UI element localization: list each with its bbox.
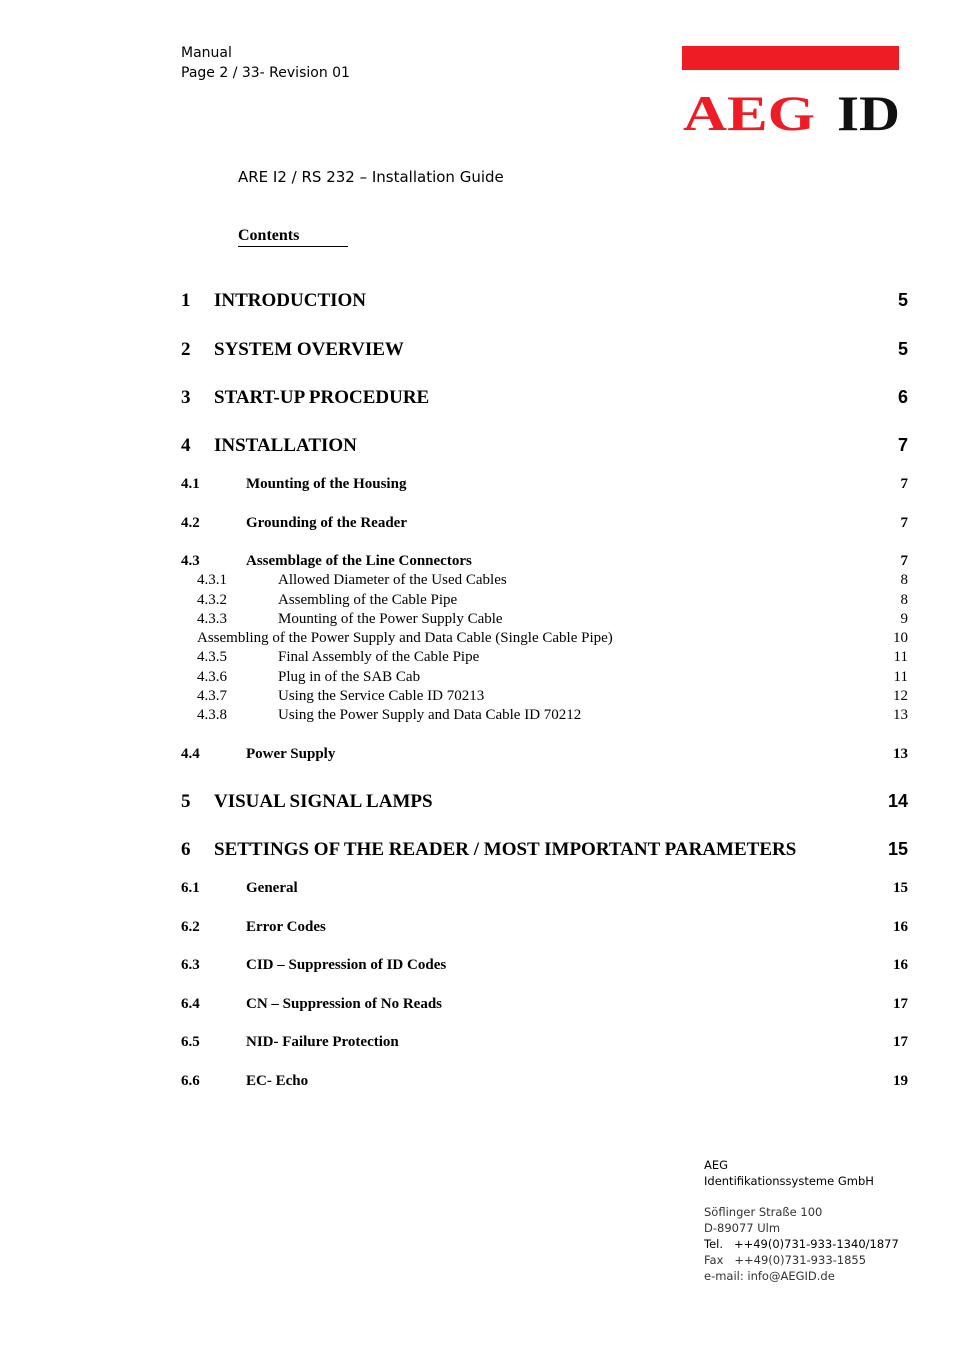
toc-entry-page: 9 <box>900 611 908 627</box>
toc-entry-number: 1 <box>181 290 191 311</box>
toc-entry-page: 5 <box>897 290 908 310</box>
toc-entry-number: 6.1 <box>181 880 200 896</box>
toc-entry-number: 4.2 <box>181 515 200 531</box>
footer-fax-number: ++49(0)731-933-1855 <box>734 1253 867 1267</box>
toc-entry-title: Plug in of the SAB Cab <box>278 669 421 685</box>
toc-entry-title: General <box>246 880 298 896</box>
toc-entry-page: 16 <box>893 957 908 973</box>
toc-entry-number: 4.3.1 <box>197 572 227 588</box>
toc-entry-number: 4.4 <box>181 746 200 762</box>
toc-entry-page: 13 <box>893 707 908 723</box>
contents-heading: Contents <box>238 226 348 247</box>
document-type: Manual <box>181 45 232 61</box>
toc-entry-title: CID – Suppression of ID Codes <box>246 957 447 973</box>
footer-street: Söflinger Straße 100 <box>704 1205 823 1219</box>
toc-entry-page: 16 <box>893 919 908 935</box>
toc-entry-page: 15 <box>893 880 908 896</box>
toc-entry-page: 11 <box>893 649 908 665</box>
footer-company-line1: AEG <box>704 1158 729 1172</box>
toc-entry-page: 10 <box>893 630 908 646</box>
toc-entry-number: 4.3.8 <box>197 707 227 723</box>
footer-email: e-mail: info@AEGID.de <box>704 1269 835 1283</box>
footer-tel-number: ++49(0)731-933-1340/1877 <box>733 1237 899 1251</box>
toc-entry-title: Mounting of the Housing <box>246 476 407 492</box>
toc-entry-title: SYSTEM OVERVIEW <box>214 339 404 360</box>
footer-fax-label: Fax <box>704 1253 724 1267</box>
toc-entry-title: Final Assembly of the Cable Pipe <box>278 649 480 665</box>
toc-entry-number: 4.1 <box>181 476 200 492</box>
toc-entry-number: 6 <box>181 839 191 860</box>
toc-entry-number: 6.2 <box>181 919 200 935</box>
toc-entry-title: INSTALLATION <box>214 435 357 456</box>
toc-entry-page: 7 <box>900 553 908 569</box>
toc-entry-title: Assembling of the Power Supply and Data Cable (Single Cable Pipe) <box>197 630 613 646</box>
toc-entry-title: NID- Failure Protection <box>246 1034 399 1050</box>
toc-entry-title: SETTINGS OF THE READER / MOST IMPORTANT PARAMETERS <box>214 839 797 860</box>
toc-entry-number: 6.4 <box>181 996 200 1012</box>
toc-entry-number: 4.3.6 <box>197 669 227 685</box>
toc-entry-page: 6 <box>897 387 908 407</box>
toc-entry-title: EC- Echo <box>246 1073 309 1089</box>
toc-entry-title: Assembling of the Cable Pipe <box>278 592 458 608</box>
toc-entry-number: 6.6 <box>181 1073 200 1089</box>
toc-entry-number: 4.3.7 <box>197 688 227 704</box>
toc-entry-title: Mounting of the Power Supply Cable <box>278 611 503 627</box>
toc-entry-title: VISUAL SIGNAL LAMPS <box>214 791 433 812</box>
toc-entry-title: Power Supply <box>246 746 336 762</box>
toc-entry-page: 5 <box>897 339 908 359</box>
footer-tel-label: Tel. <box>704 1237 723 1251</box>
footer-telephone <box>704 1236 899 1252</box>
toc-entry-number: 3 <box>181 387 191 408</box>
toc-entry-number: 4 <box>181 435 191 456</box>
toc-entry-number: 4.3.2 <box>197 592 227 608</box>
toc-entry-page: 7 <box>900 515 908 531</box>
toc-entry-number: 2 <box>181 339 191 360</box>
toc-entry-title: Error Codes <box>246 919 326 935</box>
toc-entry-number: 6.3 <box>181 957 200 973</box>
footer-fax <box>704 1252 899 1268</box>
toc-entry-number: 4.3.5 <box>197 649 227 665</box>
toc-entry-title: Using the Service Cable ID 70213 <box>278 688 485 704</box>
footer-address-block <box>704 1157 899 1284</box>
toc-entry-title: INTRODUCTION <box>214 290 367 311</box>
toc-entry-page: 19 <box>893 1073 908 1089</box>
document-subtitle: ARE I2 / RS 232 – Installation Guide <box>238 168 504 186</box>
toc-entry-title: START-UP PROCEDURE <box>214 387 430 408</box>
toc-entry-title: Assemblage of the Line Connectors <box>246 553 472 569</box>
logo-left-word: AEG <box>683 88 815 136</box>
toc-entry-page: 13 <box>893 746 908 762</box>
toc-entry-page: 7 <box>900 476 908 492</box>
logo-right-word: ID <box>837 88 900 136</box>
toc-entry-title: Grounding of the Reader <box>246 515 407 531</box>
page-revision-info: Page 2 / 33- Revision 01 <box>181 65 350 81</box>
toc-entry-number: 4.3.3 <box>197 611 227 627</box>
toc-entry-page: 7 <box>897 435 908 455</box>
footer-city: D-89077 Ulm <box>704 1221 781 1235</box>
toc-entry-page: 8 <box>900 592 908 608</box>
toc-entry-page: 17 <box>893 1034 908 1050</box>
toc-entry-number: 6.5 <box>181 1034 200 1050</box>
toc-entry-page: 15 <box>887 839 908 859</box>
toc-entry-page: 11 <box>893 669 908 685</box>
toc-entry-page: 17 <box>893 996 908 1012</box>
toc-entry-title: Allowed Diameter of the Used Cables <box>278 572 507 588</box>
toc-entry-page: 8 <box>900 572 908 588</box>
toc-entry-page: 12 <box>893 688 908 704</box>
toc-entry-title: CN – Suppression of No Reads <box>246 996 443 1012</box>
toc-entry-title: Using the Power Supply and Data Cable ID 70212 <box>278 707 582 723</box>
footer-company-line2: Identifikationssysteme GmbH <box>704 1174 874 1188</box>
toc-entry-page: 14 <box>887 791 908 811</box>
toc-entry-number: 5 <box>181 791 191 812</box>
toc-entry-number: 4.3 <box>181 553 200 569</box>
